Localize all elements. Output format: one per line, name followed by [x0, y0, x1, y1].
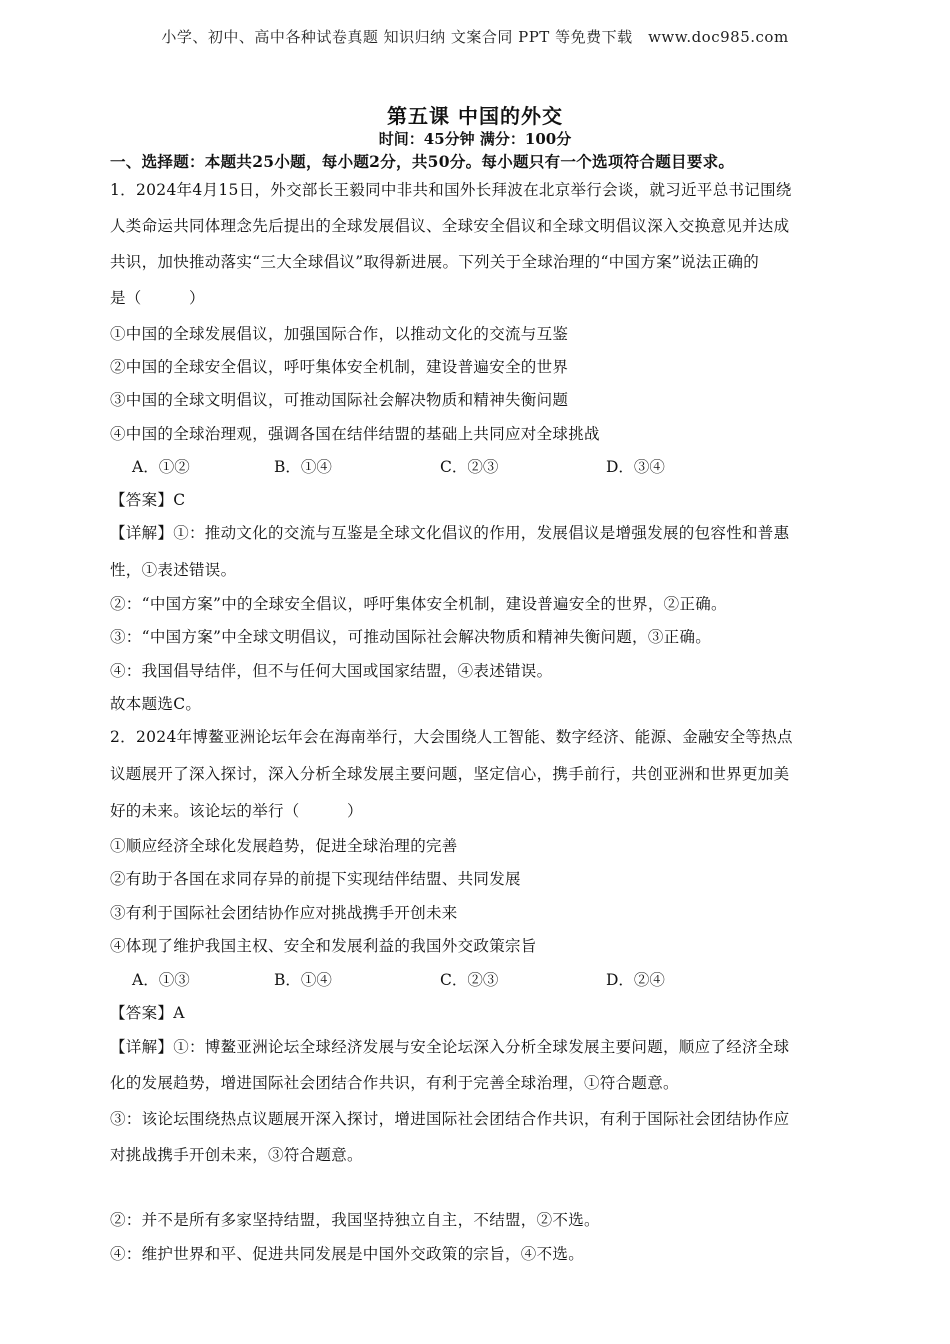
page-title: 第五课 中国的外交 — [387, 104, 563, 128]
exam-info: 时间：45分钟 满分：100分 — [378, 130, 572, 148]
q2-option-a: A．①③ — [132, 971, 190, 989]
q1-stem-line: 人类命运共同体理念先后提出的全球发展倡议、全球安全倡议和全球文明倡议深入交换意见并达成 — [110, 217, 790, 235]
q2-option-b: B．①④ — [274, 971, 332, 989]
q1-statement: ③中国的全球文明倡议，可推动国际社会解决物质和精神失衡问题 — [110, 391, 569, 409]
q1-stem-line: 是（ ） — [110, 289, 205, 307]
q1-option-c: C．②③ — [440, 458, 499, 476]
q1-statement: ②中国的全球安全倡议，呼吁集体安全机制，建设普遍安全的世界 — [110, 358, 569, 376]
q2-answer: 【答案】A — [110, 1004, 185, 1022]
q2-explanation-line: 【详解】①：博鳌亚洲论坛全球经济发展与安全论坛深入分析全球发展主要问题，顺应了经济全球 — [110, 1038, 790, 1056]
q2-option-d: D．②④ — [606, 971, 665, 989]
q2-explanation-line: 对挑战携手开创未来，③符合题意。 — [110, 1146, 363, 1164]
q1-statement: ④中国的全球治理观，强调各国在结伴结盟的基础上共同应对全球挑战 — [110, 425, 600, 443]
q2-stem-line: 2．2024年博鳌亚洲论坛年会在海南举行，大会围绕人工智能、数字经济、能源、金融安全等热点 — [110, 728, 793, 746]
q2-explanation-line: ②：并不是所有多家坚持结盟，我国坚持独立自主，不结盟，②不选。 — [110, 1211, 600, 1229]
q2-explanation-line: ④：维护世界和平、促进共同发展是中国外交政策的宗旨，④不选。 — [110, 1245, 585, 1263]
q1-stem-line: 共识，加快推动落实“三大全球倡议”取得新进展。下列关于全球治理的“中国方案”说法正确的 — [110, 253, 760, 271]
q1-option-d: D．③④ — [606, 458, 665, 476]
q2-stem-line: 好的未来。该论坛的举行（ ） — [110, 802, 363, 820]
q2-statement: ②有助于各国在求同存异的前提下实现结伴结盟、共同发展 — [110, 870, 521, 888]
q1-answer: 【答案】C — [110, 491, 186, 509]
q2-stem-line: 议题展开了深入探讨，深入分析全球发展主要问题，坚定信心，携手前行，共创亚洲和世界更加美 — [110, 765, 790, 783]
q2-statement: ①顺应经济全球化发展趋势，促进全球治理的完善 — [110, 837, 458, 855]
q1-statement: ①中国的全球发展倡议，加强国际合作，以推动文化的交流与互鉴 — [110, 325, 569, 343]
q1-explanation-line: ②：“中国方案”中的全球安全倡议，呼吁集体安全机制，建设普遍安全的世界，②正确。 — [110, 595, 727, 613]
q1-explanation-line: 【详解】①：推动文化的交流与互鉴是全球文化倡议的作用，发展倡议是增强发展的包容性和普惠 — [110, 524, 790, 542]
q1-option-a: A．①② — [132, 458, 190, 476]
q2-explanation-line: 化的发展趋势，增进国际社会团结合作共识，有利于完善全球治理，①符合题意。 — [110, 1074, 679, 1092]
page-header: 小学、初中、高中各种试卷真题 知识归纳 文案合同 PPT 等免费下载 www.doc985.com — [161, 28, 789, 46]
q1-explanation-line: 性，①表述错误。 — [110, 561, 237, 579]
q2-option-c: C．②③ — [440, 971, 499, 989]
q1-stem-line: 1．2024年4月15日，外交部长王毅同中非共和国外长拜波在北京举行会谈，就习近平总书记围绕 — [110, 181, 792, 199]
q2-statement: ③有利于国际社会团结协作应对挑战携手开创未来 — [110, 904, 458, 922]
q2-statement: ④体现了维护我国主权、安全和发展利益的我国外交政策宗旨 — [110, 937, 537, 955]
section-heading: 一、选择题：本题共25小题，每小题2分，共50分。每小题只有一个选项符合题目要求。 — [110, 152, 735, 171]
q1-explanation-line: 故本题选C。 — [110, 695, 202, 713]
q1-option-b: B．①④ — [274, 458, 332, 476]
q1-explanation-line: ④：我国倡导结伴，但不与任何大国或国家结盟，④表述错误。 — [110, 662, 553, 680]
q1-explanation-line: ③：“中国方案”中全球文明倡议，可推动国际社会解决物质和精神失衡问题，③正确。 — [110, 628, 712, 646]
q2-explanation-line: ③：该论坛围绕热点议题展开深入探讨，增进国际社会团结合作共识，有利于国际社会团结协作应 — [110, 1110, 790, 1128]
